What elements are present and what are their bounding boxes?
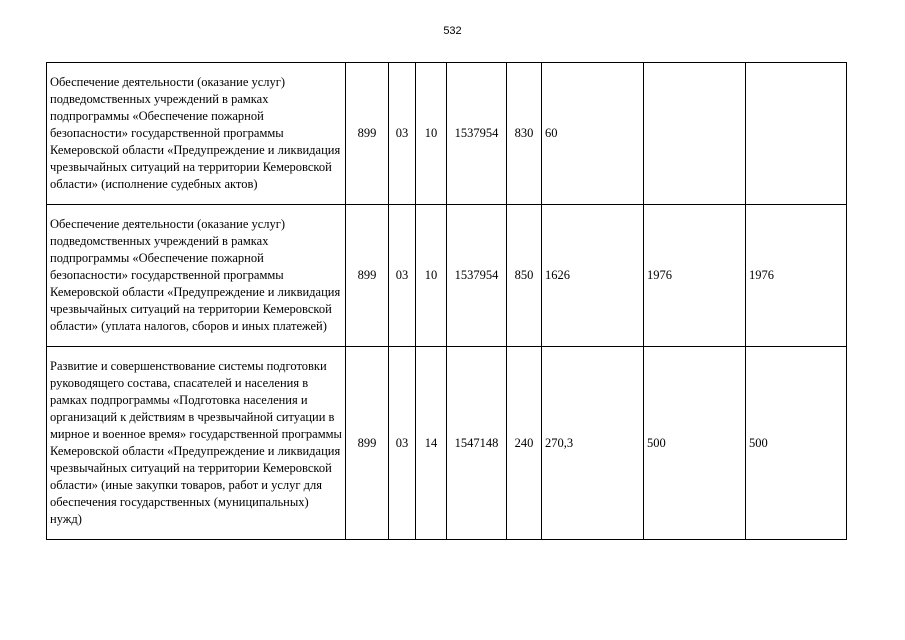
table-row (47, 63, 847, 205)
amount-2 (644, 63, 746, 205)
row-description: Развитие и совершенствование системы подготовки руководящего состава, спасателей и населения в рамках подпрограммы «Подготовка населения и организаций к действиям в чрезвычайной ситуации в мирное и военное время» государственной программы Кемеровской области «Предупреждение и ликвидация чрезвычайных ситуаций на территории Кемеровской области» (иные закупки товаров, работ и услуг для обеспечения государственных (муниципальных) нужд) (47, 347, 346, 540)
budget-table (46, 62, 847, 540)
amount-3 (746, 63, 847, 205)
ministry-code: 899 (346, 63, 389, 205)
ministry-code: 899 (346, 205, 389, 347)
subsection-code: 14 (416, 347, 447, 540)
row-description: Обеспечение деятельности (оказание услуг) подведомственных учреждений в рамках подпрограммы «Обеспечение пожарной безопасности» государственной программы Кемеровской области «Предупреждение и ликвидация чрезвычайных ситуаций на территории Кемеровской области» (исполнение судебных актов) (47, 63, 346, 205)
amount-3: 500 (746, 347, 847, 540)
target-article-code: 1547148 (447, 347, 507, 540)
amount-2: 500 (644, 347, 746, 540)
target-article-code: 1537954 (447, 63, 507, 205)
section-code: 03 (389, 205, 416, 347)
target-article-code: 1537954 (447, 205, 507, 347)
expense-type-code: 240 (507, 347, 542, 540)
expense-type-code: 830 (507, 63, 542, 205)
amount-1: 1626 (542, 205, 644, 347)
subsection-code: 10 (416, 63, 447, 205)
amount-1: 270,3 (542, 347, 644, 540)
table-row (47, 347, 847, 540)
amount-3: 1976 (746, 205, 847, 347)
section-code: 03 (389, 63, 416, 205)
ministry-code: 899 (346, 347, 389, 540)
page-number: 532 (443, 25, 462, 37)
amount-1: 60 (542, 63, 644, 205)
subsection-code: 10 (416, 205, 447, 347)
amount-2: 1976 (644, 205, 746, 347)
table-row (47, 205, 847, 347)
row-description: Обеспечение деятельности (оказание услуг) подведомственных учреждений в рамках подпрограммы «Обеспечение пожарной безопасности» государственной программы Кемеровской области «Предупреждение и ликвидация чрезвычайных ситуаций на территории Кемеровской области» (уплата налогов, сборов и иных платежей) (47, 205, 346, 347)
section-code: 03 (389, 347, 416, 540)
expense-type-code: 850 (507, 205, 542, 347)
